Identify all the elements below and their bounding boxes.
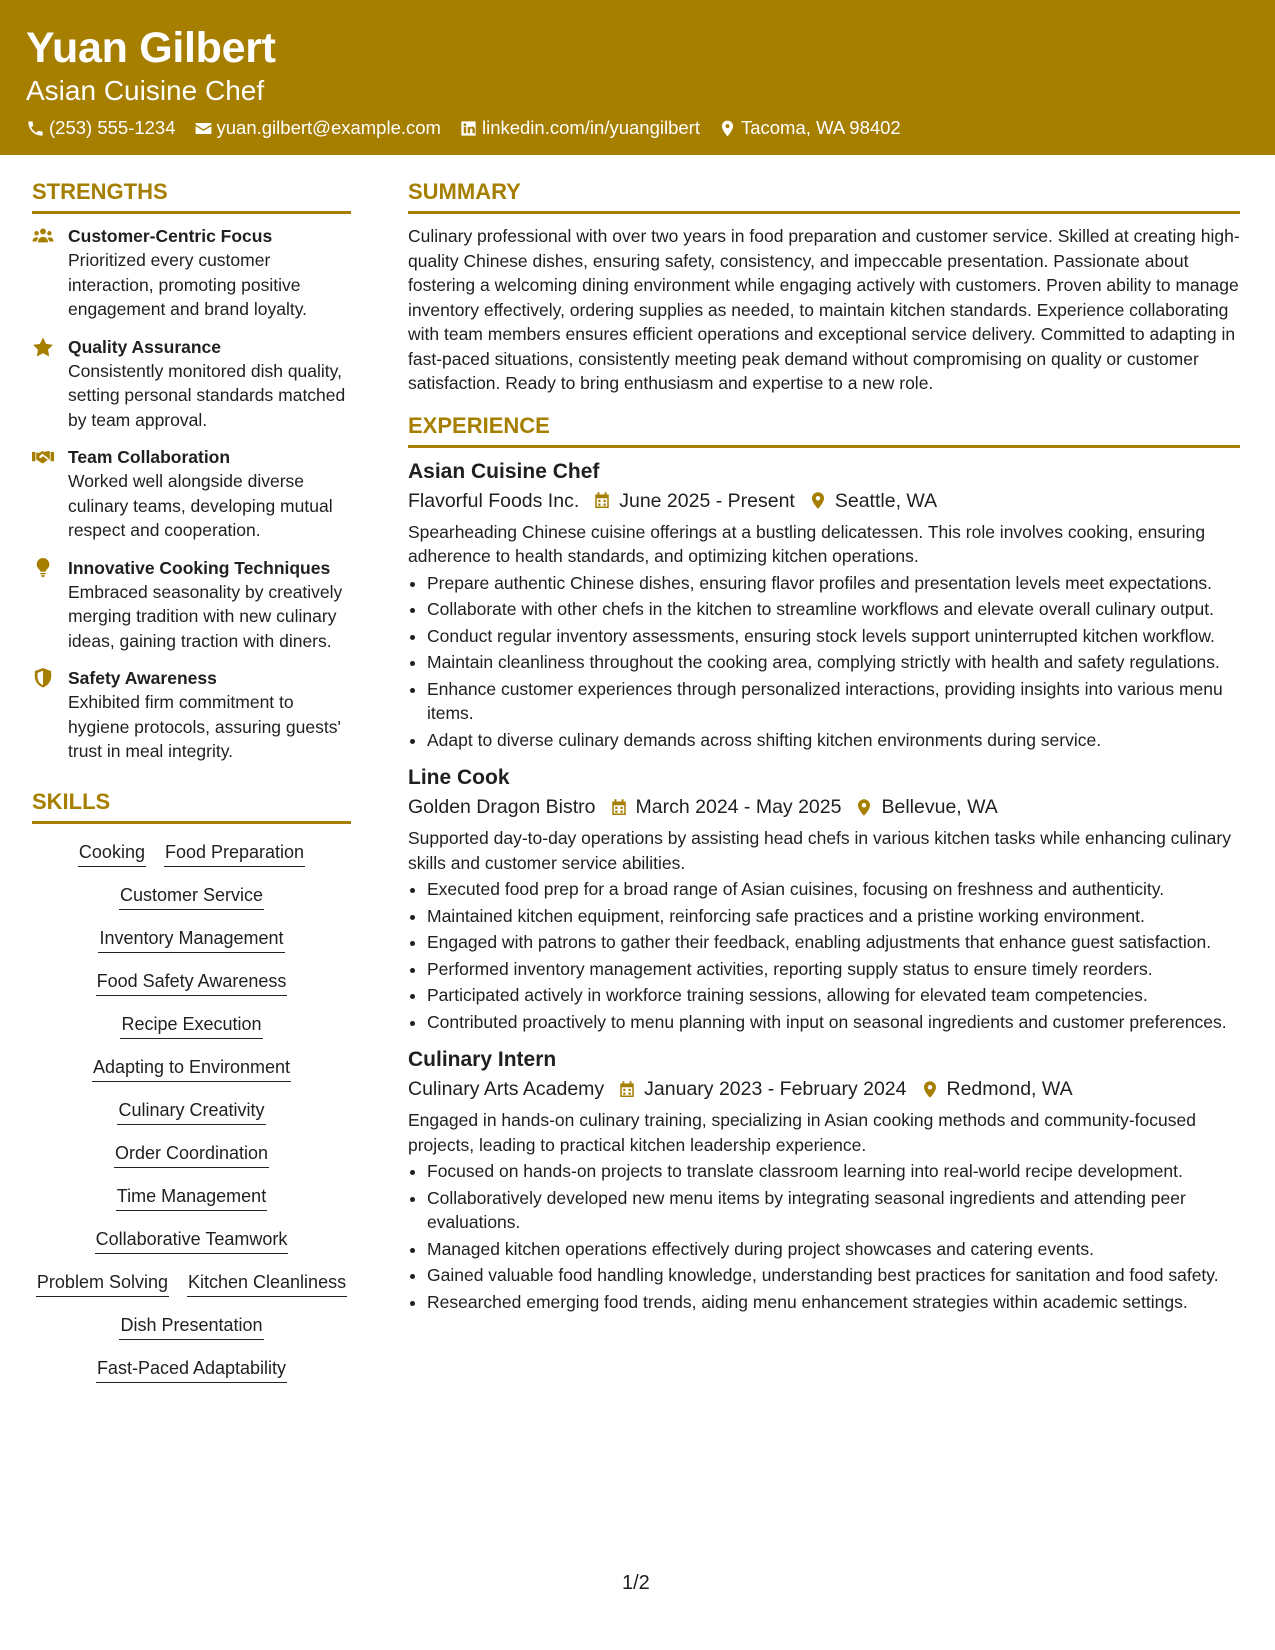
job-meta — [408, 486, 1240, 516]
phone-icon — [26, 119, 45, 138]
list-item: • Adapt to diverse culinary demands across shifting kitchen environments during service. — [427, 728, 1240, 753]
strength-item — [32, 556, 351, 654]
list-item: • Performed inventory management activities, reporting supply status to ensure timely reorders. — [427, 957, 1240, 982]
map-pin-icon — [855, 798, 873, 817]
strength-desc: Prioritized every customer interaction, promoting positive engagement and brand loyalty. — [68, 250, 308, 319]
calendar-icon — [610, 798, 628, 817]
list-item: • Collaborate with other chefs in the kitchen to streamline workflows and elevate overall culinary output. — [427, 597, 1240, 622]
job-title: Line Cook — [408, 766, 510, 789]
job-company: Golden Dragon Bistro — [408, 796, 596, 818]
strength-item — [32, 445, 351, 543]
skill-tag: Adapting to Environment — [92, 1055, 291, 1082]
job-company: Culinary Arts Academy — [408, 1078, 605, 1100]
list-item: • Prepare authentic Chinese dishes, ensuring flavor profiles and presentation levels meet expectations. — [427, 571, 1240, 596]
strength-item — [32, 666, 351, 764]
job-title: Culinary Intern — [408, 1048, 557, 1071]
list-item: • Gained valuable food handling knowledge, understanding best practices for sanitation and food safety. — [427, 1263, 1240, 1288]
job-meta — [408, 792, 1240, 822]
strength-title: Customer-Centric Focus — [68, 226, 273, 246]
linkedin-icon — [459, 119, 478, 138]
candidate-role: Asian Cuisine Chef — [26, 75, 265, 106]
list-item: • Collaboratively developed new menu items by integrating seasonal ingredients and attending peer evaluations. — [427, 1186, 1240, 1235]
summary-heading: SUMMARY — [408, 178, 1240, 214]
strength-item — [32, 335, 351, 433]
email-text: yuan.gilbert@example.com — [216, 117, 441, 138]
strength-desc: Embraced seasonality by creatively merging tradition with new culinary ideas, gaining traction with diners. — [68, 581, 343, 651]
skill-tag: Time Management — [116, 1184, 267, 1211]
job-bullets — [408, 877, 1240, 1034]
summary-text: Culinary professional with over two years in food preparation and customer service. Skilled at creating high-quality Chinese dishes, ensuring safety, consistency, and impeccable presentation. Passionate about fostering a welcoming dining environment while engaging actively with customers. Proven ability to manage inventory effectively, ordering supplies as needed, to maintain kitchen standards. Experience collaborating with team members ensures efficient operations and exceptional service delivery. Committed to adapting in fast-paced situations, consistently meeting peak demand without compromising on quality or customer satisfaction. Ready to bring enthusiasm and expertise to a new role. — [408, 226, 1240, 393]
map-pin-icon — [809, 491, 827, 510]
skill-tag: Customer Service — [119, 883, 264, 910]
strength-title: Quality Assurance — [68, 336, 222, 357]
list-item: • Managed kitchen operations effectively during project showcases and catering events. — [427, 1237, 1240, 1262]
job-entry — [408, 764, 1240, 1034]
list-item: • Participated actively in workforce training sessions, allowing for elevated team competencies. — [427, 983, 1240, 1008]
skill-tag: Problem Solving — [36, 1270, 169, 1297]
envelope-icon — [194, 119, 213, 138]
experience-heading: EXPERIENCE — [408, 412, 1240, 448]
right-column — [408, 178, 1240, 1326]
list-item: • Executed food prep for a broad range of Asian cuisines, focusing on freshness and authenticity. — [427, 877, 1240, 902]
skill-tag: Food Preparation — [164, 840, 305, 867]
contact-phone[interactable] — [26, 116, 176, 140]
header — [0, 0, 1275, 155]
skill-tag: Collaborative Teamwork — [95, 1227, 289, 1254]
job-location: Bellevue, WA — [881, 796, 998, 818]
job-description: Spearheading Chinese cuisine offerings at a bustling delicatessen. This role involves cooking, ensuring adherence to health standards, and optimizing kitchen operations. — [408, 521, 1206, 566]
skill-tag: Order Coordination — [114, 1141, 269, 1168]
job-dates: January 2023 - February 2024 — [644, 1078, 907, 1100]
strength-desc: Consistently monitored dish quality, setting personal standards matched by team approval. — [68, 360, 346, 430]
job-dates: March 2024 - May 2025 — [635, 796, 842, 818]
skill-tag: Fast-Paced Adaptability — [96, 1356, 287, 1383]
handshake-icon — [32, 447, 54, 467]
users-icon — [32, 226, 54, 246]
lightbulb-icon — [32, 558, 54, 578]
job-company: Flavorful Foods Inc. — [408, 489, 580, 512]
job-bullets — [408, 571, 1240, 753]
map-pin-icon — [718, 119, 737, 138]
job-dates: June 2025 - Present — [619, 489, 795, 512]
list-item: • Enhance customer experiences through personalized interactions, providing insights into various menu items. — [427, 677, 1240, 726]
job-entry — [408, 1046, 1240, 1314]
shield-icon — [32, 668, 54, 688]
list-item: • Focused on hands-on projects to translate classroom learning into real-world recipe development. — [427, 1159, 1240, 1184]
job-bullets — [408, 1159, 1240, 1314]
list-item: • Contributed proactively to menu planning with input on seasonal ingredients and customer preferences. — [427, 1010, 1240, 1035]
strengths-heading: STRENGTHS — [32, 178, 351, 214]
skill-tag: Dish Presentation — [119, 1313, 263, 1340]
calendar-icon — [593, 491, 611, 510]
strength-title: Safety Awareness — [68, 668, 217, 688]
skill-tag: Inventory Management — [98, 926, 284, 953]
job-meta — [408, 1074, 1240, 1104]
contact-linkedin[interactable] — [459, 116, 700, 140]
strength-title: Team Collaboration — [68, 447, 231, 467]
skill-tag: Cooking — [78, 840, 146, 867]
list-item: • Maintained kitchen equipment, reinforcing safe practices and a pristine working environment. — [427, 904, 1240, 929]
calendar-icon — [618, 1080, 636, 1099]
strength-desc: Exhibited firm commitment to hygiene protocols, assuring guests' trust in meal integrity. — [68, 692, 341, 761]
job-location: Seattle, WA — [834, 489, 938, 512]
strength-title: Innovative Cooking Techniques — [68, 557, 331, 578]
job-entry — [408, 458, 1240, 753]
list-item: • Engaged with patrons to gather their feedback, enabling adjustments that enhance guest satisfaction. — [427, 930, 1240, 955]
job-location: Redmond, WA — [946, 1078, 1073, 1100]
list-item: • Conduct regular inventory assessments, ensuring stock levels support uninterrupted kitchen workflow. — [427, 624, 1240, 649]
skills-heading: SKILLS — [32, 788, 351, 824]
contact-email[interactable] — [194, 116, 441, 140]
skills-list — [32, 840, 351, 1383]
left-column — [32, 178, 351, 1383]
job-title: Asian Cuisine Chef — [408, 459, 600, 483]
contact-bar — [26, 116, 919, 140]
job-description: Engaged in hands-on culinary training, specializing in Asian cooking methods and community-focused projects, leading to practical kitchen leadership experience. — [408, 1110, 1196, 1155]
strength-desc: Worked well alongside diverse culinary teams, developing mutual respect and cooperation. — [68, 471, 333, 540]
list-item: • Researched emerging food trends, aiding menu enhancement strategies within academic settings. — [427, 1290, 1240, 1315]
map-pin-icon — [921, 1080, 939, 1099]
skill-tag: Recipe Execution — [120, 1012, 262, 1039]
page-number: 1/2 — [622, 1572, 650, 1594]
star-icon — [32, 337, 54, 357]
contact-location — [718, 116, 901, 140]
skill-tag: Kitchen Cleanliness — [187, 1270, 347, 1297]
job-description: Supported day-to-day operations by assisting head chefs in various kitchen tasks while enhancing culinary skills and customer service abilities. — [408, 828, 1231, 873]
candidate-name: Yuan Gilbert — [26, 24, 276, 72]
list-item: • Maintain cleanliness throughout the cooking area, complying strictly with health and safety regulations. — [427, 650, 1240, 675]
skill-tag: Culinary Creativity — [117, 1098, 265, 1125]
linkedin-text: linkedin.com/in/yuangilbert — [481, 117, 700, 138]
strength-item — [32, 224, 351, 322]
phone-text: (253) 555-1234 — [49, 117, 176, 138]
location-text: Tacoma, WA 98402 — [740, 117, 901, 138]
skill-tag: Food Safety Awareness — [96, 969, 288, 996]
